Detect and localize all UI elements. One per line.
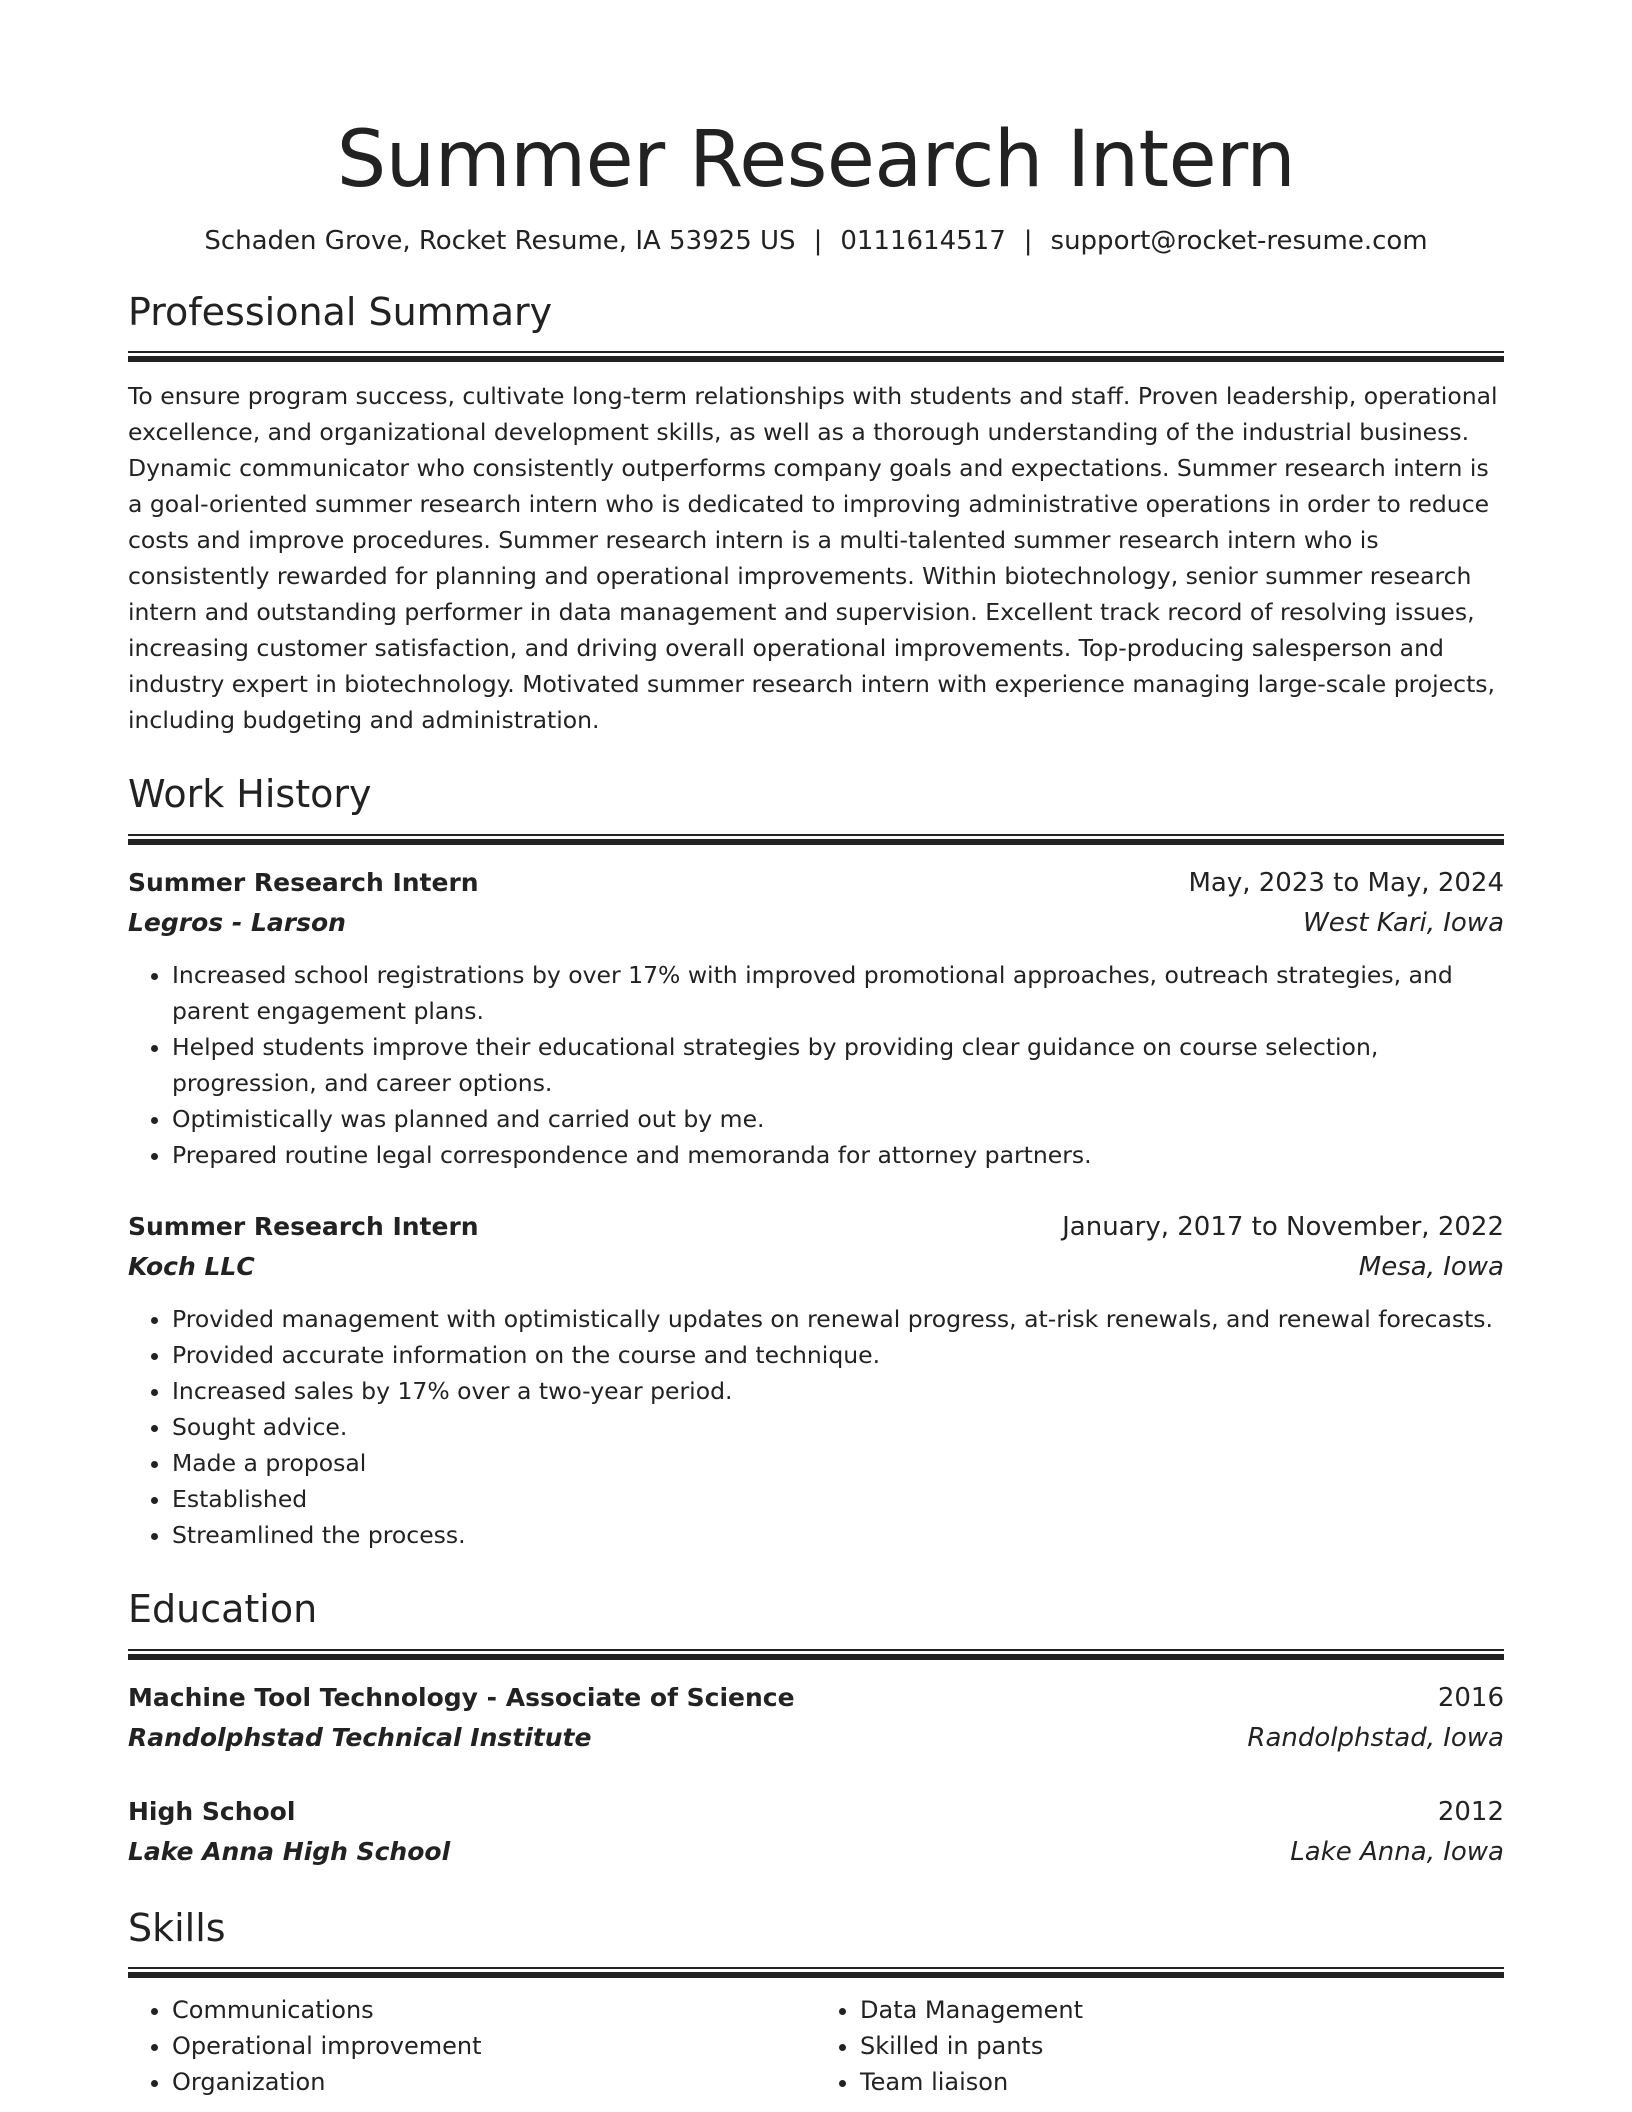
skills-section-header bbox=[128, 1906, 1504, 1979]
skill-item: • Team liaison bbox=[860, 2064, 1504, 2100]
education-section-header bbox=[128, 1587, 1504, 1660]
section-divider bbox=[128, 351, 1504, 362]
job-bullets bbox=[128, 1301, 1504, 1553]
education-location: Randolphstad, Iowa bbox=[1247, 1722, 1504, 1753]
education-school: Lake Anna High School bbox=[128, 1836, 451, 1866]
job-bullet: • Prepared routine legal correspondence and memoranda for attorney partners. bbox=[172, 1137, 1504, 1173]
contact-address: Schaden Grove, Rocket Resume, IA 53925 US bbox=[204, 225, 796, 256]
job-bullet: • Helped students improve their educational strategies by providing clear guidance on course selection, progression, and career options. bbox=[172, 1029, 1504, 1101]
contact-phone: 0111614517 bbox=[840, 225, 1006, 256]
education-entry bbox=[128, 1792, 1504, 1872]
job-bullet: • Provided accurate information on the course and technique. bbox=[172, 1337, 1504, 1373]
skill-item: • Data Management bbox=[860, 1992, 1504, 2028]
job-title: Summer Research Intern bbox=[128, 867, 479, 897]
contact-line bbox=[128, 226, 1504, 256]
education-year: 2012 bbox=[1437, 1796, 1504, 1827]
job-company: Koch LLC bbox=[128, 1251, 255, 1281]
section-divider bbox=[128, 834, 1504, 845]
skill-item: • Skilled in pants bbox=[860, 2028, 1504, 2064]
education-school: Randolphstad Technical Institute bbox=[128, 1722, 592, 1752]
job-bullet: • Provided management with optimistically updates on renewal progress, at-risk renewals, and renewal forecasts. bbox=[172, 1301, 1504, 1337]
contact-separator: | bbox=[1023, 225, 1033, 256]
skill-item: • Communications bbox=[172, 1992, 816, 2028]
education-entry bbox=[128, 1678, 1504, 1758]
contact-email: support@rocket-resume.com bbox=[1050, 225, 1428, 256]
skills-list bbox=[128, 1992, 1504, 2100]
skills-heading: Skills bbox=[128, 1905, 226, 1950]
job-bullet: • Increased sales by 17% over a two-year period. bbox=[172, 1373, 1504, 1409]
contact-separator: | bbox=[813, 225, 823, 256]
section-divider bbox=[128, 1649, 1504, 1660]
work-section-header bbox=[128, 772, 1504, 845]
job-dates: January, 2017 to November, 2022 bbox=[1062, 1211, 1504, 1242]
skill-item: • Organization bbox=[172, 2064, 816, 2100]
education-degree: Machine Tool Technology - Associate of Science bbox=[128, 1682, 795, 1712]
summary-text: To ensure program success, cultivate long-term relationships with students and staff. Proven leadership, operational excellence, and organizational development skills, as well as a thorough understanding of the industrial business. Dynamic communicator who consistently outperforms company goals and expectations. Summer research intern is a goal-oriented summer research intern who is dedicated to improving administrative operations in order to reduce costs and improve procedures. Summer research intern is a multi-talented summer research intern who is consistently rewarded for planning and operational improvements. Within biotechnology, senior summer research intern and outstanding performer in data management and supervision. Excellent track record of resolving issues, increasing customer satisfaction, and driving overall operational improvements. Top-producing salesperson and industry expert in biotechnology. Motivated summer research intern with experience managing large-scale projects, including budgeting and administration. bbox=[128, 382, 1498, 735]
job-company: Legros - Larson bbox=[128, 907, 346, 937]
work-heading: Work History bbox=[128, 772, 372, 817]
education-location: Lake Anna, Iowa bbox=[1290, 1836, 1504, 1867]
resume-title: Summer Research Intern bbox=[336, 115, 1296, 205]
education-degree: High School bbox=[128, 1796, 296, 1826]
job-bullet: • Streamlined the process. bbox=[172, 1517, 1504, 1553]
education-heading: Education bbox=[128, 1586, 318, 1631]
summary-section-header bbox=[128, 290, 1504, 363]
summary-heading: Professional Summary bbox=[128, 289, 553, 334]
job-bullet: • Increased school registrations by over 17% with improved promotional approaches, outreach strategies, and parent engagement plans. bbox=[172, 957, 1504, 1029]
section-divider bbox=[128, 1967, 1504, 1978]
skills-column-right bbox=[816, 1992, 1504, 2100]
skill-item: • Operational improvement bbox=[172, 2028, 816, 2064]
job-bullet: • Sought advice. bbox=[172, 1409, 1504, 1445]
job-location: West Kari, Iowa bbox=[1303, 907, 1504, 938]
job-title: Summer Research Intern bbox=[128, 1211, 479, 1241]
education-year: 2016 bbox=[1437, 1682, 1504, 1713]
job-entry bbox=[128, 1207, 1504, 1553]
job-bullet: • Made a proposal bbox=[172, 1445, 1504, 1481]
job-bullet: • Optimistically was planned and carried out by me. bbox=[172, 1101, 1504, 1137]
job-dates: May, 2023 to May, 2024 bbox=[1188, 867, 1504, 898]
job-bullets bbox=[128, 957, 1504, 1173]
job-entry bbox=[128, 863, 1504, 1173]
job-bullet: • Established bbox=[172, 1481, 1504, 1517]
skills-column-left bbox=[128, 1992, 816, 2100]
job-location: Mesa, Iowa bbox=[1358, 1251, 1504, 1282]
